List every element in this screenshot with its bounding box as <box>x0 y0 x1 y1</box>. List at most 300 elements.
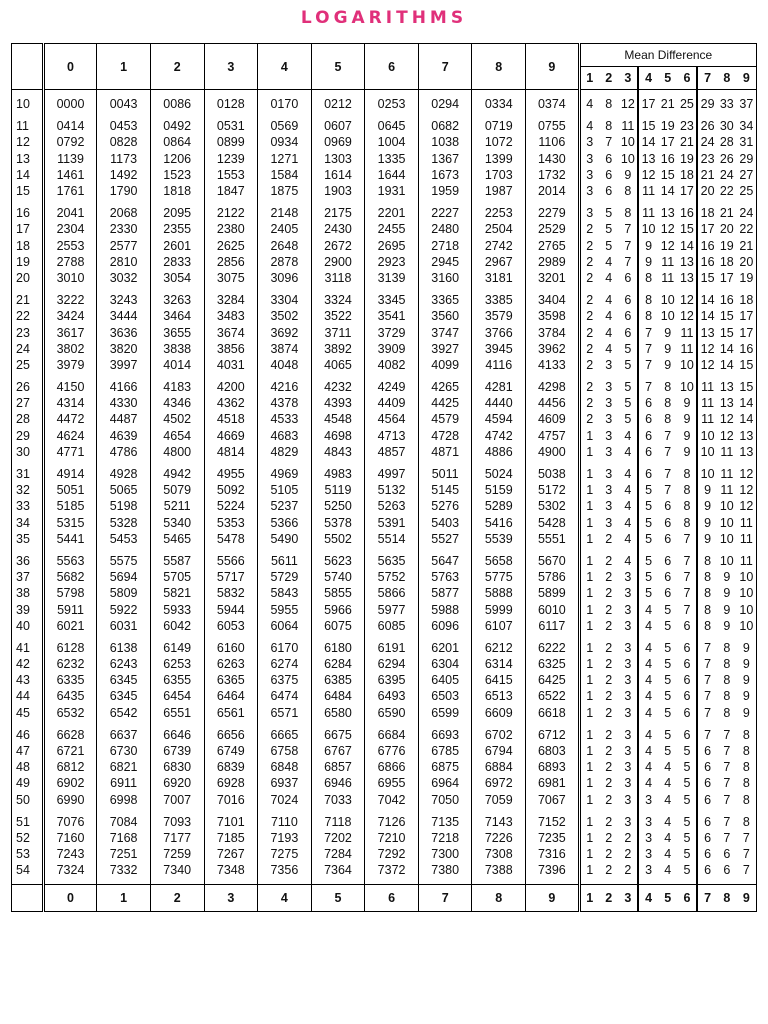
mean-difference-value: 6 <box>605 167 613 182</box>
mean-difference-value: 3 <box>579 205 599 221</box>
md-column-footer: 7 <box>697 885 717 912</box>
log-value: 6551 <box>150 705 204 721</box>
log-value: 5224 <box>204 498 258 514</box>
column-header: 6 <box>365 44 419 90</box>
log-value: 2945 <box>418 254 472 270</box>
log-value: 0128 <box>204 96 258 112</box>
log-value: 4099 <box>418 357 472 373</box>
table-row <box>12 743 757 759</box>
log-value: 5250 <box>311 498 365 514</box>
md-column-footer: 4 <box>638 885 658 912</box>
log-value: 5198 <box>97 498 151 514</box>
log-value: 3054 <box>150 270 204 286</box>
mean-difference-value: 12 <box>719 428 734 443</box>
mean-difference-value: 17 <box>737 324 757 340</box>
mean-difference-value: 3 <box>638 814 658 830</box>
mean-difference-value: 5 <box>619 411 639 427</box>
mean-difference-value: 8 <box>678 515 698 531</box>
log-value: 4393 <box>311 395 365 411</box>
log-value: 6893 <box>537 760 566 775</box>
log-value: 5682 <box>43 569 97 585</box>
log-value: 5237 <box>258 498 312 514</box>
log-value: 3979 <box>43 357 97 373</box>
row-label: 33 <box>12 498 44 514</box>
row-label: 54 <box>12 862 44 878</box>
log-value: 0492 <box>150 118 204 134</box>
log-value: 3711 <box>311 324 365 340</box>
log-value: 0755 <box>537 119 566 134</box>
log-value: 5775 <box>472 569 526 585</box>
log-value: 3522 <box>311 308 365 324</box>
mean-difference-value: 9 <box>638 254 658 270</box>
mean-difference-value: 10 <box>638 221 658 237</box>
mean-difference-value: 14 <box>719 341 734 356</box>
mean-difference-value: 5 <box>678 792 698 808</box>
mean-difference-value: 2 <box>579 324 599 340</box>
md-column-header: 3 <box>619 67 639 90</box>
mean-difference-value: 4 <box>638 743 658 759</box>
log-value: 4281 <box>472 379 526 395</box>
log-value: 6990 <box>43 792 97 808</box>
mean-difference-value: 15 <box>697 270 717 286</box>
log-value: 6590 <box>365 705 419 721</box>
log-value: 7372 <box>365 862 419 878</box>
mean-difference-value: 4 <box>638 656 658 672</box>
log-value: 0043 <box>97 96 151 112</box>
row-label: 22 <box>12 308 44 324</box>
mean-difference-value: 10 <box>697 444 717 460</box>
mean-difference-value: 10 <box>697 428 717 444</box>
log-value: 7396 <box>537 863 566 878</box>
log-value: 5843 <box>258 585 312 601</box>
log-value: 7160 <box>43 830 97 846</box>
log-value: 6253 <box>150 656 204 672</box>
mean-difference-value: 33 <box>719 97 734 112</box>
log-value: 2553 <box>43 238 97 254</box>
log-value: 3345 <box>365 292 419 308</box>
log-value: 5011 <box>418 466 472 482</box>
log-value: 5729 <box>258 569 312 585</box>
mean-difference-value: 3 <box>619 656 639 672</box>
page-title: LOGARITHMS <box>300 8 468 28</box>
mean-difference-value: 24 <box>697 134 717 150</box>
log-value: 6314 <box>472 656 526 672</box>
log-value: 7202 <box>311 830 365 846</box>
mean-difference-value: 7 <box>723 760 731 775</box>
log-value: 5366 <box>258 515 312 531</box>
log-value: 7332 <box>97 862 151 878</box>
log-value: 7076 <box>43 814 97 830</box>
table-row <box>12 814 757 830</box>
corner-cell <box>12 885 44 912</box>
row-label: 25 <box>12 357 44 373</box>
mean-difference-value: 10 <box>737 618 757 634</box>
mean-difference-value: 7 <box>697 688 717 704</box>
md-column-footer: 3 <box>619 885 639 912</box>
log-value: 2529 <box>537 222 566 237</box>
log-value: 4624 <box>43 428 97 444</box>
row-label: 51 <box>12 814 44 830</box>
mean-difference-value: 2 <box>579 341 599 357</box>
log-value: 5821 <box>150 585 204 601</box>
log-value: 3139 <box>365 270 419 286</box>
mean-difference-value: 2 <box>605 689 613 704</box>
log-value: 4800 <box>150 444 204 460</box>
log-value: 3598 <box>537 309 566 324</box>
table-row <box>12 466 757 482</box>
log-value: 5315 <box>43 515 97 531</box>
mean-difference-value: 4 <box>664 863 672 878</box>
log-value: 3909 <box>365 341 419 357</box>
row-label: 15 <box>12 183 44 199</box>
log-value: 7275 <box>258 846 312 862</box>
mean-difference-value: 10 <box>678 379 698 395</box>
mean-difference-value: 21 <box>678 134 698 150</box>
mean-difference-value: 1 <box>579 846 599 862</box>
column-header: 9 <box>526 44 580 90</box>
mean-difference-value: 14 <box>638 134 658 150</box>
log-value: 4183 <box>150 379 204 395</box>
log-value: 2380 <box>204 221 258 237</box>
log-value: 7126 <box>365 814 419 830</box>
mean-difference-value: 1 <box>579 830 599 846</box>
log-value: 5955 <box>258 601 312 617</box>
mean-difference-value: 14 <box>719 357 734 372</box>
log-value: 6964 <box>418 775 472 791</box>
log-value: 6609 <box>472 705 526 721</box>
log-value: 0531 <box>204 118 258 134</box>
log-value: 3075 <box>204 270 258 286</box>
mean-difference-value: 4 <box>638 705 658 721</box>
mean-difference-value: 6 <box>664 515 672 530</box>
log-value: 5065 <box>97 482 151 498</box>
log-value: 7193 <box>258 830 312 846</box>
log-value: 5752 <box>365 569 419 585</box>
column-header: 4 <box>258 44 312 90</box>
log-value: 2122 <box>204 205 258 221</box>
mean-difference-value: 3 <box>605 396 613 411</box>
mean-difference-value: 10 <box>619 151 639 167</box>
log-value: 1038 <box>418 134 472 150</box>
mean-difference-value: 3 <box>579 167 599 183</box>
mean-difference-value: 20 <box>737 254 757 270</box>
row-label: 47 <box>12 743 44 759</box>
mean-difference-value: 4 <box>619 498 639 514</box>
mean-difference-value: 7 <box>678 585 698 601</box>
log-value: 4014 <box>150 357 204 373</box>
mean-difference-value: 12 <box>697 357 717 373</box>
column-header: 1 <box>97 44 151 90</box>
mean-difference-value: 9 <box>737 688 757 704</box>
log-value: 1614 <box>311 167 365 183</box>
row-label: 49 <box>12 775 44 791</box>
mean-difference-value: 10 <box>719 515 734 530</box>
md-column-header: 6 <box>678 67 698 90</box>
table-row <box>12 553 757 569</box>
mean-difference-value: 9 <box>697 531 717 547</box>
log-value: 2041 <box>43 205 97 221</box>
mean-difference-value: 10 <box>719 531 734 546</box>
log-value: 4048 <box>258 357 312 373</box>
mean-difference-value: 8 <box>664 412 672 427</box>
log-value: 2504 <box>472 221 526 237</box>
log-value: 5145 <box>418 482 472 498</box>
log-value: 5575 <box>97 553 151 569</box>
mean-difference-value: 14 <box>697 308 717 324</box>
mean-difference-value: 5 <box>678 759 698 775</box>
mean-difference-value: 8 <box>619 183 639 199</box>
mean-difference-value: 12 <box>638 167 658 183</box>
mean-difference-value: 4 <box>638 640 658 656</box>
mean-difference-value: 4 <box>605 254 613 269</box>
log-value: 5798 <box>43 585 97 601</box>
mean-difference-value: 3 <box>619 727 639 743</box>
mean-difference-value: 1 <box>579 656 599 672</box>
mean-difference-value: 4 <box>619 444 639 460</box>
mean-difference-value: 10 <box>660 293 675 308</box>
log-value: 6075 <box>311 618 365 634</box>
mean-difference-value: 4 <box>619 553 639 569</box>
column-footer: 1 <box>97 885 151 912</box>
mean-difference-value: 9 <box>737 672 757 688</box>
mean-difference-value: 1 <box>579 428 599 444</box>
mean-difference-value: 3 <box>619 775 639 791</box>
log-value: 2095 <box>150 205 204 221</box>
mean-difference-value: 8 <box>638 270 658 286</box>
mean-difference-value: 8 <box>737 814 757 830</box>
log-value: 4502 <box>150 411 204 427</box>
log-value: 2014 <box>537 184 566 199</box>
mean-difference-value: 3 <box>638 792 658 808</box>
md-column-footer: 6 <box>678 885 698 912</box>
mean-difference-value: 9 <box>664 341 672 356</box>
log-value: 0792 <box>43 134 97 150</box>
mean-difference-value: 2 <box>579 357 599 373</box>
mean-difference-value: 27 <box>737 167 757 183</box>
log-value: 3945 <box>472 341 526 357</box>
md-column-header: 9 <box>737 67 757 90</box>
log-value: 2455 <box>365 221 419 237</box>
mean-difference-value: 1 <box>579 688 599 704</box>
mean-difference-value: 4 <box>638 688 658 704</box>
log-value: 6599 <box>418 705 472 721</box>
log-value: 4955 <box>204 466 258 482</box>
mean-difference-value: 5 <box>664 705 672 720</box>
log-value: 3483 <box>204 308 258 324</box>
log-value: 3560 <box>418 308 472 324</box>
mean-difference-value: 16 <box>697 238 717 254</box>
mean-difference-value: 23 <box>697 151 717 167</box>
mean-difference-value: 9 <box>638 238 658 254</box>
log-value: 5289 <box>472 498 526 514</box>
table-row <box>12 428 757 444</box>
mean-difference-value: 7 <box>678 531 698 547</box>
mean-difference-value: 37 <box>737 96 757 112</box>
mean-difference-value: 6 <box>619 270 639 286</box>
log-value: 6345 <box>97 688 151 704</box>
log-value: 1239 <box>204 151 258 167</box>
log-value: 5786 <box>537 570 566 585</box>
log-value: 6875 <box>418 759 472 775</box>
md-column-header: 4 <box>638 67 658 90</box>
log-value: 0453 <box>97 118 151 134</box>
log-value: 3674 <box>204 324 258 340</box>
log-value: 6484 <box>311 688 365 704</box>
log-value: 6675 <box>311 727 365 743</box>
mean-difference-value: 3 <box>619 705 639 721</box>
mean-difference-value: 6 <box>697 743 717 759</box>
log-value: 5740 <box>311 569 365 585</box>
log-value: 0607 <box>311 118 365 134</box>
mean-difference-value: 2 <box>605 640 613 655</box>
mean-difference-value: 7 <box>619 254 639 270</box>
mean-difference-value: 5 <box>619 379 639 395</box>
log-value: 6096 <box>418 618 472 634</box>
table-row <box>12 585 757 601</box>
log-value: 0414 <box>43 118 97 134</box>
log-value: 7235 <box>537 830 566 845</box>
mean-difference-value: 6 <box>619 292 639 308</box>
table-row <box>12 292 757 308</box>
mean-difference-value: 6 <box>678 618 698 634</box>
table-row <box>12 411 757 427</box>
mean-difference-value: 8 <box>638 308 658 324</box>
mean-difference-value: 5 <box>619 341 639 357</box>
column-header: 7 <box>418 44 472 90</box>
mean-difference-value: 21 <box>697 167 717 183</box>
log-value: 6304 <box>418 656 472 672</box>
mean-difference-value: 26 <box>697 118 717 134</box>
log-value: 1931 <box>365 183 419 199</box>
log-value: 4814 <box>204 444 258 460</box>
log-value: 4742 <box>472 428 526 444</box>
log-value: 7308 <box>472 846 526 862</box>
mean-difference-value: 12 <box>619 96 639 112</box>
log-value: 7380 <box>418 862 472 878</box>
mean-difference-value: 6 <box>678 688 698 704</box>
mean-difference-value: 8 <box>697 601 717 617</box>
mean-difference-value: 7 <box>723 727 731 742</box>
mean-difference-value: 15 <box>719 309 734 324</box>
mean-difference-value: 20 <box>697 183 717 199</box>
mean-difference-value: 8 <box>737 759 757 775</box>
mean-difference-value: 11 <box>619 118 639 134</box>
log-value: 3365 <box>418 292 472 308</box>
mean-difference-value: 8 <box>678 482 698 498</box>
row-label: 52 <box>12 830 44 846</box>
table-row <box>12 792 757 808</box>
table-row <box>12 705 757 721</box>
mean-difference-value: 26 <box>719 151 734 166</box>
mean-difference-value: 2 <box>579 270 599 286</box>
mean-difference-value: 2 <box>579 411 599 427</box>
mean-difference-value: 2 <box>605 570 613 585</box>
log-value: 2430 <box>311 221 365 237</box>
mean-difference-value: 22 <box>737 221 757 237</box>
log-value: 6191 <box>365 640 419 656</box>
table-row <box>12 205 757 221</box>
mean-difference-value: 8 <box>697 553 717 569</box>
log-value: 4330 <box>97 395 151 411</box>
log-value: 5159 <box>472 482 526 498</box>
mean-difference-value: 5 <box>638 515 658 531</box>
mean-difference-value: 6 <box>678 705 698 721</box>
mean-difference-value: 2 <box>605 673 613 688</box>
mean-difference-value: 3 <box>579 183 599 199</box>
table-row <box>12 270 757 286</box>
log-value: 4232 <box>311 379 365 395</box>
mean-difference-value: 16 <box>697 254 717 270</box>
log-value: 2405 <box>258 221 312 237</box>
mean-difference-value: 22 <box>719 184 734 199</box>
mean-difference-value: 6 <box>678 640 698 656</box>
mean-difference-value: 17 <box>678 183 698 199</box>
log-value: 1335 <box>365 151 419 167</box>
mean-difference-value: 4 <box>619 531 639 547</box>
mean-difference-value: 3 <box>619 792 639 808</box>
md-column-header: 5 <box>658 67 678 90</box>
log-value: 7033 <box>311 792 365 808</box>
log-value: 2227 <box>418 205 472 221</box>
log-value: 4166 <box>97 379 151 395</box>
log-value: 4082 <box>365 357 419 373</box>
row-label: 29 <box>12 428 44 444</box>
column-footer: 5 <box>311 885 365 912</box>
mean-difference-value: 3 <box>605 467 613 482</box>
log-value: 5211 <box>150 498 204 514</box>
log-value: 0253 <box>365 96 419 112</box>
log-value: 6981 <box>537 776 566 791</box>
log-value: 0212 <box>311 96 365 112</box>
log-value: 6010 <box>537 602 566 617</box>
row-label: 21 <box>12 292 44 308</box>
log-value: 4548 <box>311 411 365 427</box>
log-value: 3874 <box>258 341 312 357</box>
log-value: 7348 <box>204 862 258 878</box>
log-value: 1673 <box>418 167 472 183</box>
mean-difference-value: 7 <box>723 792 731 807</box>
log-value: 2695 <box>365 238 419 254</box>
log-value: 4579 <box>418 411 472 427</box>
mean-difference-value: 25 <box>678 96 698 112</box>
log-value: 7152 <box>537 814 566 829</box>
log-value: 0170 <box>258 96 312 112</box>
mean-difference-value: 2 <box>605 792 613 807</box>
log-value: 7042 <box>365 792 419 808</box>
log-value: 6117 <box>538 618 566 633</box>
mean-difference-value: 29 <box>737 151 757 167</box>
row-label: 12 <box>12 134 44 150</box>
log-value: 4518 <box>204 411 258 427</box>
mean-difference-value: 15 <box>719 325 734 340</box>
log-value: 2718 <box>418 238 472 254</box>
log-value: 1790 <box>97 183 151 199</box>
log-value: 3304 <box>258 292 312 308</box>
mean-difference-value: 10 <box>619 134 639 150</box>
mean-difference-value: 9 <box>697 482 717 498</box>
log-value: 2625 <box>204 238 258 254</box>
mean-difference-value: 7 <box>697 640 717 656</box>
mean-difference-value: 4 <box>579 118 599 134</box>
mean-difference-value: 14 <box>660 184 675 199</box>
mean-difference-value: 8 <box>664 396 672 411</box>
log-value: 1072 <box>472 134 526 150</box>
log-value: 6561 <box>204 705 258 721</box>
mean-difference-value: 13 <box>660 206 675 221</box>
log-value: 1644 <box>365 167 419 183</box>
log-value: 1303 <box>311 151 365 167</box>
corner-cell <box>12 44 44 90</box>
